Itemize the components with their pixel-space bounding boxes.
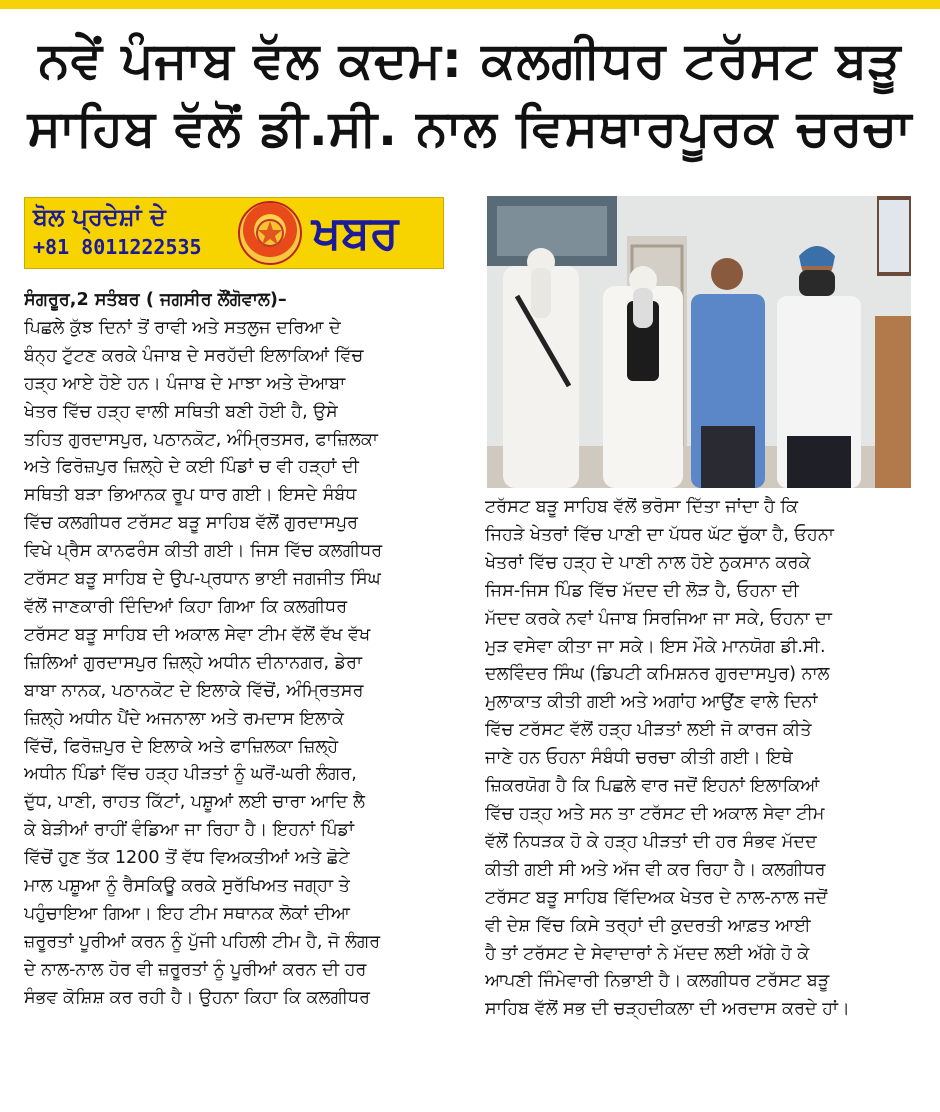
article-line: ਦੁੱਧ, ਪਾਣੀ, ਰਾਹਤ ਕਿੱਟਾਂ, ਪਸ਼ੂਆਂ ਲਈ ਚਾਰਾ ਆਦਿ ਲੈ [24, 792, 365, 813]
masthead-phone: +81 8011222535 [33, 235, 202, 259]
article-line: ਖੇਤਰਾਂ ਵਿੱਚ ਹੜ੍ਹ ਦੇ ਪਾਣੀ ਨਾਲ ਹੋਏ ਨੁਕਸਾਨ ਕਰਕੇ [485, 552, 811, 573]
dateline: ਸੰਗਰੂਰ,2 ਸਤੰਬਰ ( ਜਗਸੀਰ ਲੌਂਗੋਵਾਲ)– [24, 290, 287, 310]
article-line: ਬੰਨ੍ਹ ਟੁੱਟਣ ਕਰਕੇ ਪੰਜਾਬ ਦੇ ਸਰਹੱਦੀ ਇਲਾਕਿਆਂ ਵਿੱਚ [24, 345, 364, 366]
article-line: ਟਰੱਸਟ ਬੜੂ ਸਾਹਿਬ ਦੀ ਅਕਾਲ ਸੇਵਾ ਟੀਮ ਵੱਲੋਂ ਵੱਖ ਵੱਖ [24, 624, 371, 645]
article-line: ਖੇਤਰ ਵਿੱਚ ਹੜ੍ਹ ਵਾਲੀ ਸਥਿਤੀ ਬਣੀ ਹੋਈ ਹੈ, ਉਸੇ [24, 401, 338, 422]
article-line: ਵਿੱਚ ਹੜ੍ਹ ਅਤੇ ਸਨ ਤਾ ਟਰੱਸਟ ਦੀ ਅਕਾਲ ਸੇਵਾ ਟੀਮ [485, 803, 825, 824]
article-line: ਦੇ ਨਾਲ-ਨਾਲ ਹੋਰ ਵੀ ਜ਼ਰੂਰਤਾਂ ਨੂੰ ਪੂਰੀਆਂ ਕਰਨ ਦੀ ਹਰ [24, 959, 367, 980]
article-line: ਜ਼ਿਕਰਯੋਗ ਹੈ ਕਿ ਪਿਛਲੇ ਵਾਰ ਜਦੋਂ ਇਹਨਾਂ ਇਲਾਕਿਆਂ [485, 776, 820, 797]
article-column-right [485, 494, 911, 1024]
article-line: ਤਹਿਤ ਗੁਰਦਾਸਪੁਰ, ਪਠਾਨਕੋਟ, ਅੰਮ੍ਰਿਤਸਰ, ਫਾਜ਼ਿਲਕਾ [24, 429, 378, 450]
meeting-photo-illustration [487, 196, 911, 488]
article-line: ਕੇ ਬੇੜੀਆਂ ਰਾਹੀਂ ਵੰਡਿਆ ਜਾ ਰਿਹਾ ਹੈ। ਇਹਨਾਂ ਪਿੰਡਾਂ [24, 820, 355, 841]
article-line: ਕੀਤੀ ਗਈ ਸੀ ਅਤੇ ਅੱਜ ਵੀ ਕਰ ਰਿਹਾ ਹੈ। ਕਲਗੀਧਰ [485, 859, 826, 880]
headline-line-1: ਨਵੇਂ ਪੰਜਾਬ ਵੱਲ ਕਦਮ: ਕਲਗੀਧਰ ਟਰੱਸਟ ਬੜੂ [38, 31, 902, 89]
article-line: ਪਹੁੰਚਾਇਆ ਗਿਆ। ਇਹ ਟੀਮ ਸਥਾਨਕ ਲੋਕਾਂ ਦੀਆ [24, 903, 351, 924]
article-line: ਟਰੱਸਟ ਬੜੂ ਸਾਹਿਬ ਵੱਲੋਂ ਭਰੋਸਾ ਦਿੱਤਾ ਜਾਂਦਾ ਹੈ ਕਿ [485, 497, 799, 517]
article-column-left [24, 287, 454, 1013]
article-line: ਜਿਹੜੇ ਖੇਤਰਾਂ ਵਿੱਚ ਪਾਣੀ ਦਾ ਪੱਧਰ ਘੱਟ ਚੁੱਕਾ ਹੈ, ਓਹਨਾ [485, 524, 834, 545]
article-line: ਮੁਲਾਕਾਤ ਕੀਤੀ ਗਈ ਅਤੇ ਅਗਾਂਹ ਆਉਂਣ ਵਾਲੇ ਦਿਨਾਂ [485, 692, 818, 713]
article-line: ਆਪਣੀ ਜਿੰਮੇਵਾਰੀ ਨਿਭਾਈ ਹੈ। ਕਲਗੀਧਰ ਟਰੱਸਟ ਬੜੂ [485, 971, 830, 992]
article-line: ਟਰੱਸਟ ਬੜੂ ਸਾਹਿਬ ਦੇ ਉਪ-ਪ੍ਰਧਾਨ ਭਾਈ ਜਗਜੀਤ ਸਿੰਘ [24, 569, 381, 590]
article-line: ਦਲਵਿੰਦਰ ਸਿੰਘ (ਡਿਪਟੀ ਕਮਿਸ਼ਨਰ ਗੁਰਦਾਸਪੁਰ) ਨਾਲ [485, 664, 830, 685]
article-line: ਮੱਦਦ ਕਰਕੇ ਨਵਾਂ ਪੰਜਾਬ ਸਿਰਜਿਆ ਜਾ ਸਕੇ, ਓਹਨਾ ਦਾ [485, 608, 832, 629]
article-line: ਜਾਣੇ ਹਨ ਓਹਨਾ ਸੰਬੰਧੀ ਚਰਚਾ ਕੀਤੀ ਗਈ। ਇਥੇ [485, 748, 793, 769]
article-line: ਬਾਬਾ ਨਾਨਕ, ਪਠਾਨਕੋਟ ਦੇ ਇਲਾਕੇ ਵਿੱਚੋਂ, ਅੰਮ੍ਰਿਤਸਰ [24, 680, 364, 701]
article-line: ਵਿੱਚ ਕਲਗੀਧਰ ਟਰੱਸਟ ਬੜੂ ਸਾਹਿਬ ਵੱਲੋਂ ਗੁਰਦਾਸਪੁਰ [24, 513, 359, 534]
article-headline [14, 26, 926, 162]
article-line: ਵੀ ਦੇਸ਼ ਵਿੱਚ ਕਿਸੇ ਤਰ੍ਹਾਂ ਦੀ ਕੁਦਰਤੀ ਆਫ਼ਤ ਆਈ [485, 915, 811, 936]
article-line: ਅਤੇ ਫਿਰੋਜ਼ਪੁਰ ਜ਼ਿਲ੍ਹੇ ਦੇ ਕਈ ਪਿੰਡਾਂ ਚ ਵੀ ਹੜ੍ਹਾਂ ਦੀ [24, 457, 359, 478]
article-line: ਹੈ ਤਾਂ ਟਰੱਸਟ ਦੇ ਸੇਵਾਦਾਰਾਂ ਨੇ ਮੱਦਦ ਲਈ ਅੱਗੇ ਹੋ ਕੇ [485, 943, 810, 964]
meeting-photo [487, 196, 911, 488]
top-accent-bar [0, 0, 940, 9]
article-line: ਵਿੱਚੋਂ ਹੁਣ ਤੱਕ 1200 ਤੋਂ ਵੱਧ ਵਿਅਕਤੀਆਂ ਅਤੇ ਛੋਟੇ [24, 848, 350, 869]
article-line: ਵੱਲੋਂ ਜਾਣਕਾਰੀ ਦਿੰਦਿਆਂ ਕਿਹਾ ਗਿਆ ਕਿ ਕਲਗੀਧਰ [24, 596, 348, 617]
article-line: ਸਥਿਤੀ ਬੜਾ ਭਿਆਨਕ ਰੂਪ ਧਾਰ ਗਈ। ਇਸਦੇ ਸੰਬੰਧ [24, 485, 357, 506]
masthead-title: ਬੋਲ ਪ੍ਰਦੇਸ਼ਾਂ ਦੇ [33, 203, 166, 231]
article-line: ਹੜ੍ਹ ਆਏ ਹੋਏ ਹਨ। ਪੰਜਾਬ ਦੇ ਮਾਝਾ ਅਤੇ ਦੋਆਬਾ [24, 373, 346, 394]
article-line: ਵਿਖੇ ਪ੍ਰੈਸ ਕਾਨਫਰੰਸ ਕੀਤੀ ਗਈ। ਜਿਸ ਵਿੱਚ ਕਲਗੀਧਰ [24, 541, 383, 562]
article-line: ਵੱਲੋਂ ਨਿਧੜਕ ਹੋ ਕੇ ਹੜ੍ਹ ਪੀੜਤਾਂ ਦੀ ਹਰ ਸੰਭਵ ਮੱਦਦ [485, 831, 817, 852]
article-line: ਪਿਛਲੇ ਕੁੱਝ ਦਿਨਾਂ ਤੋਂ ਰਾਵੀ ਅਤੇ ਸਤਲੁਜ ਦਰਿਆ ਦੇ [24, 317, 341, 338]
masthead-banner [24, 197, 444, 269]
masthead-word: ਖਬਰ [312, 205, 399, 259]
article-line: ਵਿੱਚ ਟਰੱਸਟ ਵੱਲੋਂ ਹੜ੍ਹ ਪੀੜਤਾਂ ਲਈ ਜੋ ਕਾਰਜ ਕੀਤੇ [485, 720, 812, 741]
article-line: ਜ਼ਰੂਰਤਾਂ ਪੂਰੀਆਂ ਕਰਨ ਨੂੰ ਪੁੱਜੀ ਪਹਿਲੀ ਟੀਮ ਹੈ, ਜੋ ਲੰਗਰ [24, 931, 381, 952]
masthead-logo-icon [238, 201, 302, 265]
article-line: ਵਿੱਚੋਂ, ਫਿਰੋਜ਼ਪੁਰ ਦੇ ਇਲਾਕੇ ਅਤੇ ਫਾਜ਼ਿਲਕਾ ਜ਼ਿਲ੍ਹੇ [24, 736, 339, 757]
article-line: ਮਾਲ ਪਸ਼ੂਆ ਨੂੰ ਰੈਸਕਿਊ ਕਰਕੇ ਸੁਰੱਖਿਅਤ ਜਗ੍ਹਾ ਤੇ [24, 876, 350, 897]
logo-emblem [240, 203, 300, 263]
article-line: ਸਾਹਿਬ ਵੱਲੋਂ ਸਭ ਦੀ ਚੜ੍ਹਦੀਕਲਾ ਦੀ ਅਰਦਾਸ ਕਰਦੇ ਹਾਂ। [485, 999, 850, 1020]
article-line: ਜਿਸ-ਜਿਸ ਪਿੰਡ ਵਿੱਚ ਮੱਦਦ ਦੀ ਲੋੜ ਹੈ, ਓਹਨਾ ਦੀ [485, 580, 799, 601]
article-line: ਮੁੜ ਵਸੇਵਾ ਕੀਤਾ ਜਾ ਸਕੇ। ਇਸ ਮੌਕੇ ਮਾਨਯੋਗ ਡੀ.ਸੀ. [485, 636, 826, 657]
article-line: ਅਧੀਨ ਪਿੰਡਾਂ ਵਿੱਚ ਹੜ੍ਹ ਪੀੜਤਾਂ ਨੂੰ ਘਰੋਂ-ਘਰੀ ਲੰਗਰ, [24, 764, 357, 785]
article-line: ਸੰਭਵ ਕੋਸ਼ਿਸ਼ ਕਰ ਰਹੀ ਹੈ। ਉਹਨਾ ਕਿਹਾ ਕਿ ਕਲਗੀਧਰ [24, 987, 371, 1008]
masthead-left [33, 202, 202, 262]
article-line: ਜ਼ਿਲ੍ਹੇ ਅਧੀਨ ਪੈਂਦੇ ਅਜਨਾਲਾ ਅਤੇ ਰਮਦਾਸ ਇਲਾਕੇ [24, 708, 344, 729]
article-line: ਜ਼ਿਲਿਆਂ ਗੁਰਦਾਸਪੁਰ ਜ਼ਿਲ੍ਹੇ ਅਧੀਨ ਦੀਨਾਨਗਰ, ਡੇਰਾ [24, 652, 363, 673]
headline-line-2: ਸਾਹਿਬ ਵੱਲੋਂ ਡੀ.ਸੀ. ਨਾਲ ਵਿਸਥਾਰਪੂਰਕ ਚਰਚਾ [27, 99, 913, 157]
article-line: ਟਰੱਸਟ ਬੜੂ ਸਾਹਿਬ ਵਿੱਦਿਅਕ ਖੇਤਰ ਦੇ ਨਾਲ-ਨਾਲ ਜਦੋਂ [485, 887, 828, 908]
